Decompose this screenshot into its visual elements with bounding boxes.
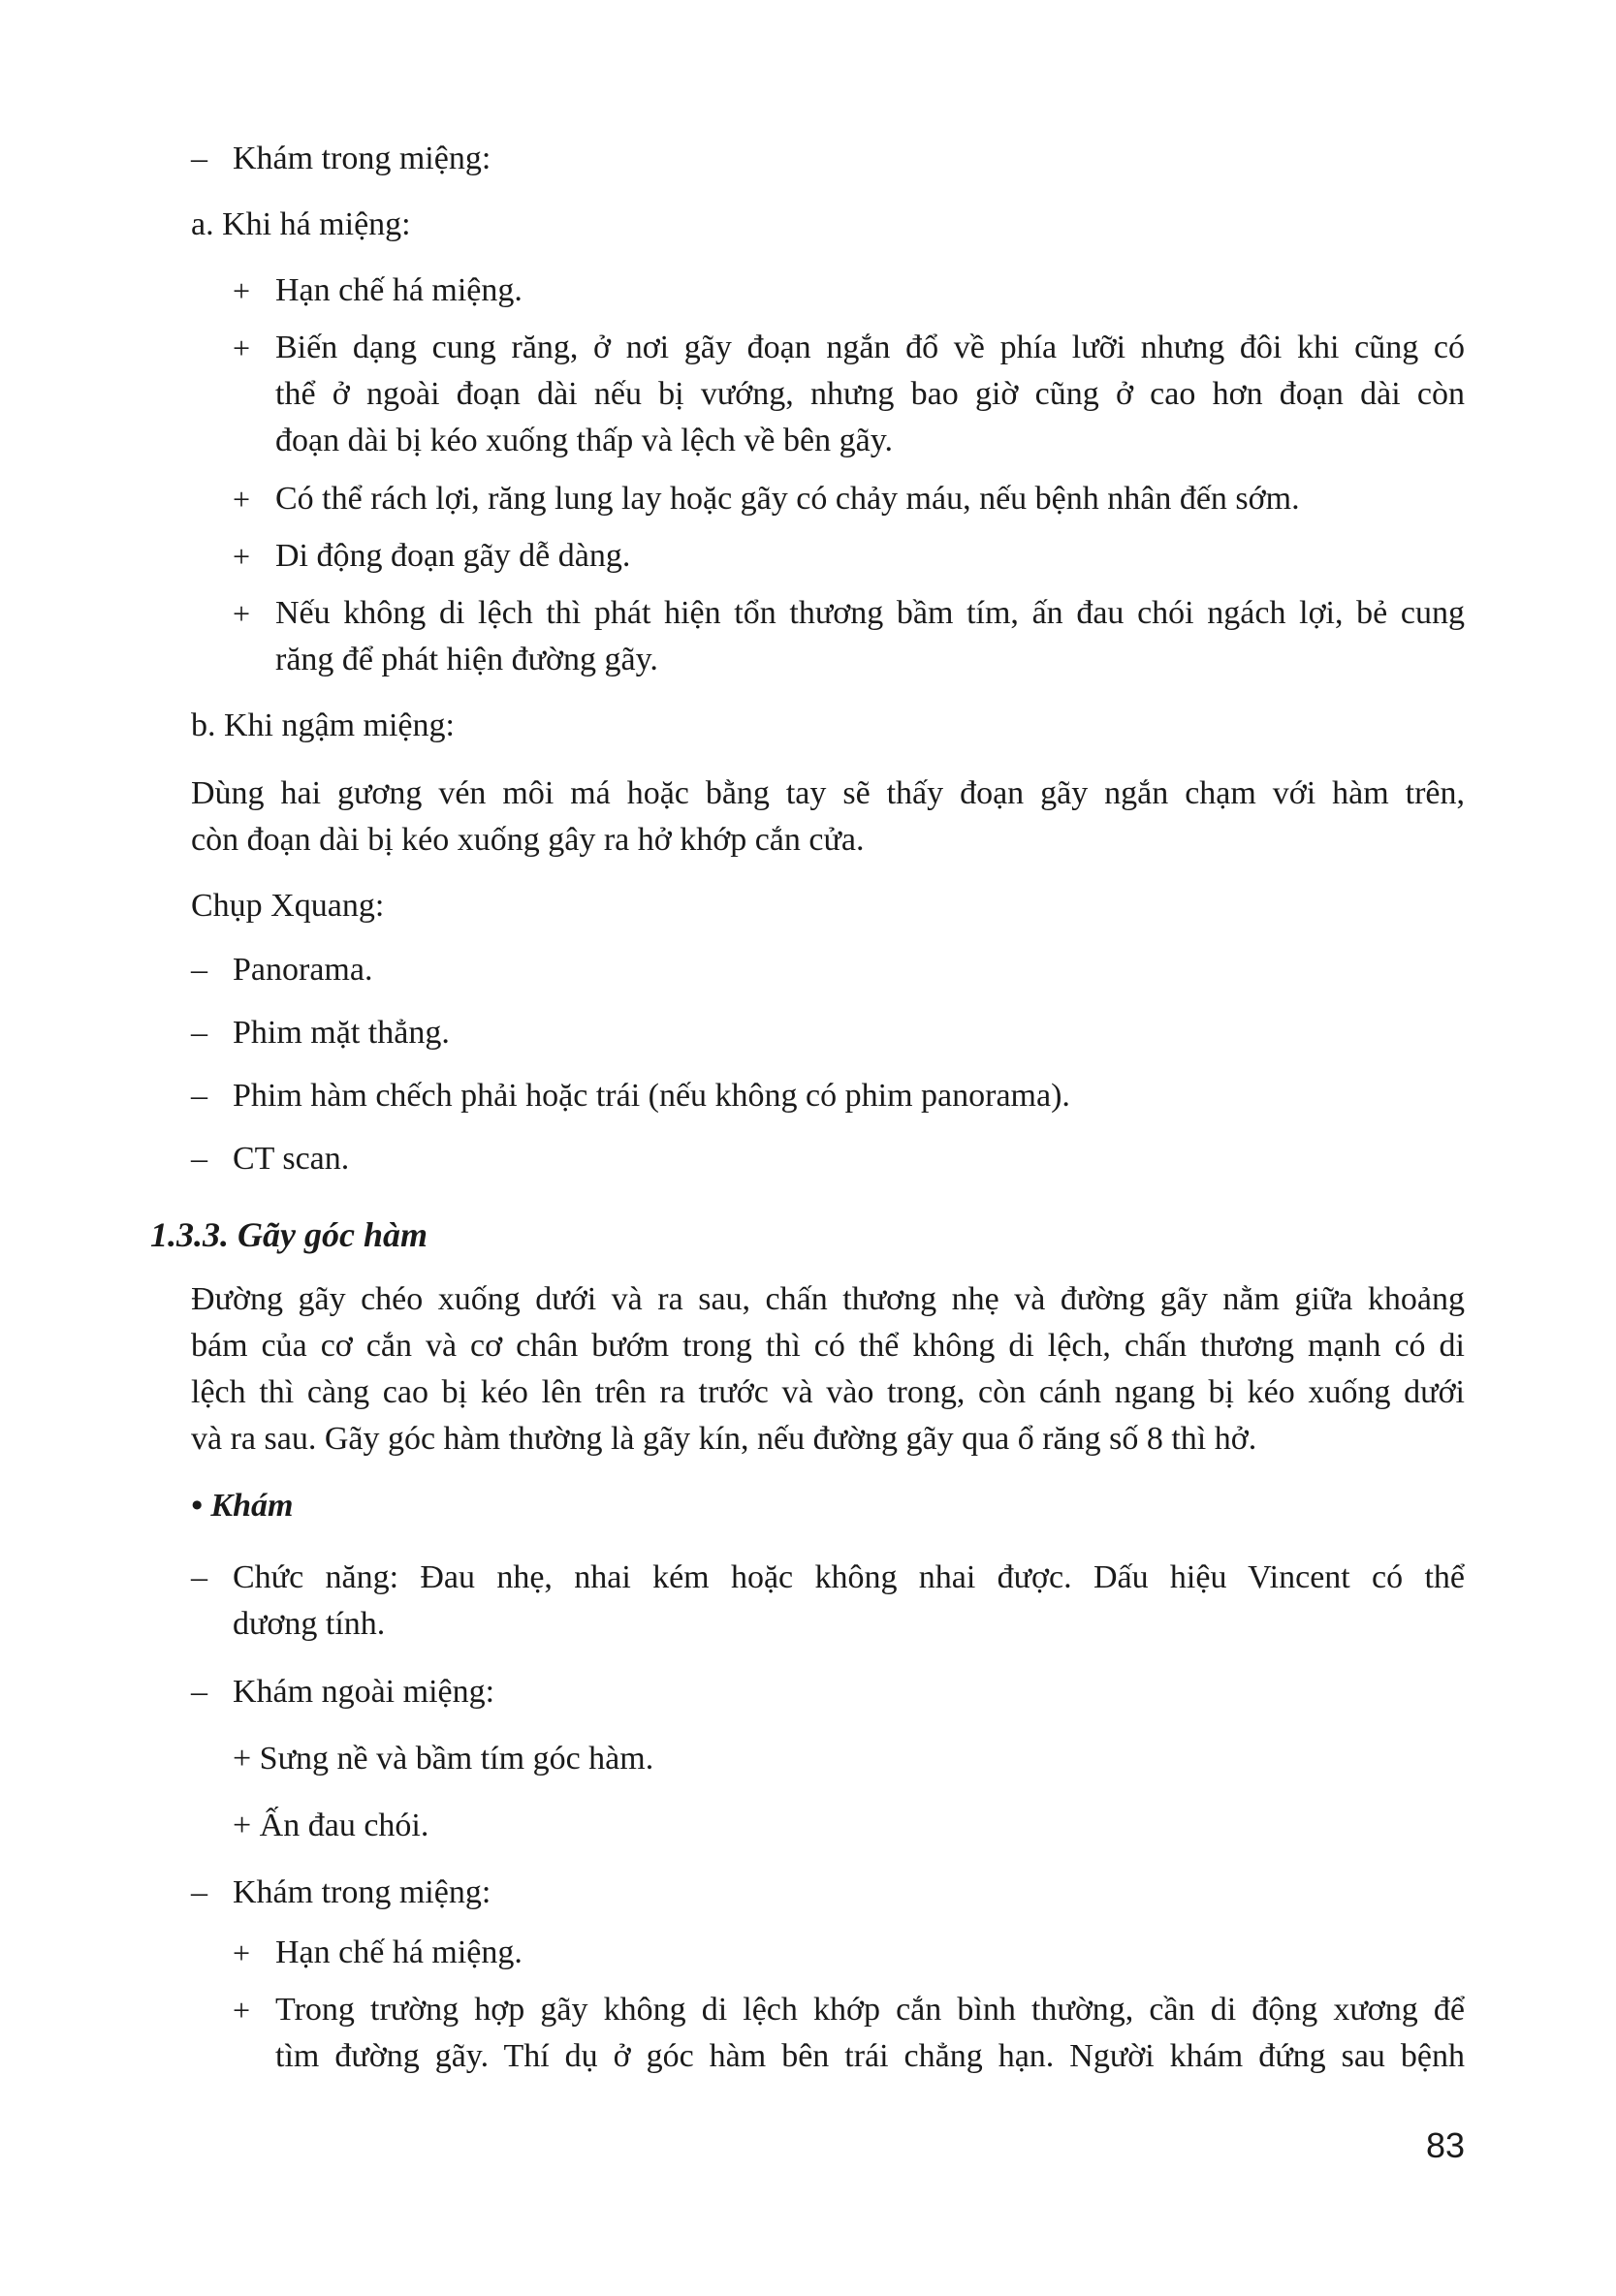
subheading-khi-ha-mieng: a. Khi há miệng: — [191, 206, 411, 242]
paragraph-line: còn đoạn dài bị kéo xuống gây ra hở khớp cắn cửa. — [191, 822, 865, 858]
list-item: Phim mặt thẳng. — [233, 1015, 450, 1051]
list-item-continued: dương tính. — [233, 1606, 386, 1642]
list-item: Panorama. — [233, 952, 373, 988]
paragraph-line: lệch thì càng cao bị kéo lên trên ra trước và vào trong, còn cánh ngang bị kéo xuống dưới — [191, 1374, 1465, 1410]
list-item-continued: thể ở ngoài đoạn dài nếu bị vướng, nhưng bao giờ cũng ở cao hơn đoạn dài còn — [275, 376, 1465, 412]
list-item-kham-trong-mieng: Khám trong miệng: — [233, 141, 491, 176]
subheading-khi-ngam-mieng: b. Khi ngậm miệng: — [191, 708, 455, 743]
list-item: Phim hàm chếch phải hoặc trái (nếu không có phim panorama). — [233, 1078, 1070, 1114]
plus-bullet: + — [233, 330, 251, 365]
plus-bullet: + — [233, 539, 251, 574]
list-item: Hạn chế há miệng. — [275, 272, 523, 308]
subheading-kham: • Khám — [191, 1488, 294, 1524]
page-number: 83 — [1425, 2125, 1465, 2165]
list-item: Có thể rách lợi, răng lung lay hoặc gãy có chảy máu, nếu bệnh nhân đến sớm. — [275, 481, 1300, 517]
plus-bullet: + — [233, 1993, 251, 2028]
plus-bullet: + — [233, 482, 251, 517]
list-item-continued: răng để phát hiện đường gãy. — [275, 642, 658, 677]
dash-bullet: – — [191, 1674, 207, 1710]
list-item: Chức năng: Đau nhẹ, nhai kém hoặc không nhai được. Dấu hiệu Vincent có thể — [233, 1559, 1465, 1595]
dash-bullet: – — [191, 141, 207, 176]
dash-bullet: – — [191, 1559, 207, 1595]
list-item: CT scan. — [233, 1141, 350, 1177]
label-chup-xquang: Chụp Xquang: — [191, 888, 385, 924]
plus-bullet: + — [233, 1935, 251, 1970]
list-item-continued: đoạn dài bị kéo xuống thấp và lệch về bên gãy. — [275, 423, 893, 458]
plus-bullet: + — [233, 273, 251, 308]
sub-item: + Sưng nề và bầm tím góc hàm. — [233, 1741, 654, 1777]
list-item: Biến dạng cung răng, ở nơi gãy đoạn ngắn đổ về phía lưỡi nhưng đôi khi cũng có — [275, 330, 1465, 365]
paragraph-line: Dùng hai gương vén môi má hoặc bằng tay sẽ thấy đoạn gãy ngắn chạm với hàm trên, — [191, 775, 1465, 811]
plus-bullet: + — [233, 596, 251, 631]
list-item-continued: tìm đường gãy. Thí dụ ở góc hàm bên trái chẳng hạn. Người khám đứng sau bệnh — [275, 2038, 1465, 2074]
list-item-kham-trong-mieng: Khám trong miệng: — [233, 1874, 491, 1910]
dash-bullet: – — [191, 1874, 207, 1910]
list-item: Nếu không di lệch thì phát hiện tổn thương bầm tím, ấn đau chói ngách lợi, bẻ cung — [275, 595, 1465, 631]
paragraph-line: Đường gãy chéo xuống dưới và ra sau, chấn thương nhẹ và đường gãy nằm giữa khoảng — [191, 1281, 1465, 1317]
list-item: Hạn chế há miệng. — [275, 1934, 523, 1970]
list-item: Trong trường hợp gãy không di lệch khớp cắn bình thường, cần di động xương để — [275, 1992, 1465, 2028]
dash-bullet: – — [191, 952, 207, 988]
dash-bullet: – — [191, 1078, 207, 1114]
sub-item: + Ấn đau chói. — [233, 1808, 429, 1843]
dash-bullet: – — [191, 1141, 207, 1177]
section-heading: 1.3.3. Gãy góc hàm — [150, 1215, 428, 1254]
paragraph-line: và ra sau. Gãy góc hàm thường là gãy kín, nếu đường gãy qua ổ răng số 8 thì hở. — [191, 1421, 1257, 1457]
list-item: Di động đoạn gãy dễ dàng. — [275, 538, 631, 574]
paragraph-line: bám của cơ cắn và cơ chân bướm trong thì có thể không di lệch, chấn thương mạnh có di — [191, 1328, 1465, 1364]
dash-bullet: – — [191, 1015, 207, 1051]
list-item-kham-ngoai-mieng: Khám ngoài miệng: — [233, 1674, 495, 1710]
